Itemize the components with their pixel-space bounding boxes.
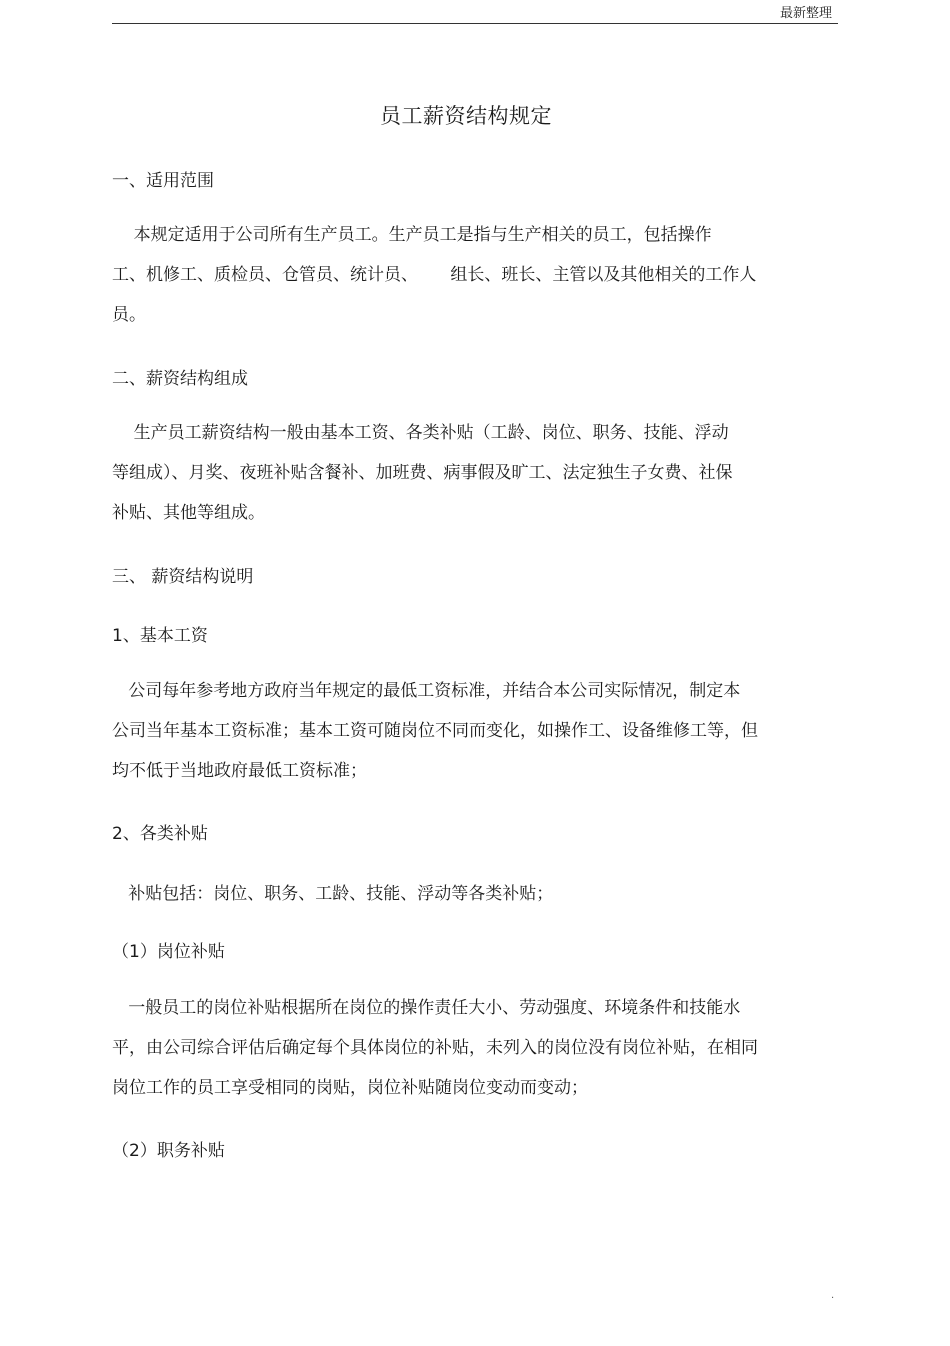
document-title: 员工薪资结构规定: [380, 104, 552, 128]
paragraph-line: 工、机修工、质检员、仓管员、统计员、 组长、班长、主管以及其他相关的工作人: [112, 265, 757, 285]
paragraph-position-allowance: [112, 988, 802, 1108]
paragraph-line: 员。: [112, 305, 146, 325]
section-heading-scope: 一、适用范围: [112, 171, 214, 191]
footer-mark: .: [831, 1290, 835, 1301]
page-header-label: 最新整理: [779, 6, 832, 21]
header-rule: [112, 23, 838, 24]
paragraph-line: 岗位工作的员工享受相同的岗贴，岗位补贴随岗位变动而变动；: [112, 1078, 588, 1098]
paragraph-scope: [112, 215, 802, 335]
paragraph-line: 一般员工的岗位补贴根据所在岗位的操作责任大小、劳动强度、环境条件和技能水: [112, 998, 741, 1018]
subsection-heading-basic-wage: 1、基本工资: [112, 626, 208, 646]
paragraph-line: 本规定适用于公司所有生产员工。生产员工是指与生产相关的员工，包括操作: [112, 225, 712, 245]
paragraph-line: 等组成）、月奖、夜班补贴含餐补、加班费、病事假及旷工、法定独生子女费、社保: [112, 463, 733, 483]
subsection-heading-allowances: 2、各类补贴: [112, 824, 208, 844]
paragraph-composition: [112, 413, 802, 533]
section-heading-explanation: 三、 薪资结构说明: [112, 567, 254, 587]
subsection-heading-title-allowance: （2）职务补贴: [112, 1141, 225, 1161]
paragraph-line: 补贴、其他等组成。: [112, 503, 265, 523]
paragraph-allowances: 补贴包括：岗位、职务、工龄、技能、浮动等各类补贴；: [112, 884, 554, 904]
paragraph-line: 公司每年参考地方政府当年规定的最低工资标准，并结合本公司实际情况，制定本: [112, 681, 741, 701]
section-heading-composition: 二、薪资结构组成: [112, 369, 248, 389]
paragraph-basic-wage: [112, 671, 802, 791]
paragraph-line: 生产员工薪资结构一般由基本工资、各类补贴（工龄、岗位、职务、技能、浮动: [112, 423, 729, 443]
paragraph-line: 平，由公司综合评估后确定每个具体岗位的补贴，未列入的岗位没有岗位补贴，在相同: [112, 1038, 758, 1058]
paragraph-line: 均不低于当地政府最低工资标准；: [112, 761, 367, 781]
subsection-heading-position-allowance: （1）岗位补贴: [112, 942, 225, 962]
paragraph-line: 公司当年基本工资标准；基本工资可随岗位不同而变化，如操作工、设备维修工等，但: [112, 721, 758, 741]
